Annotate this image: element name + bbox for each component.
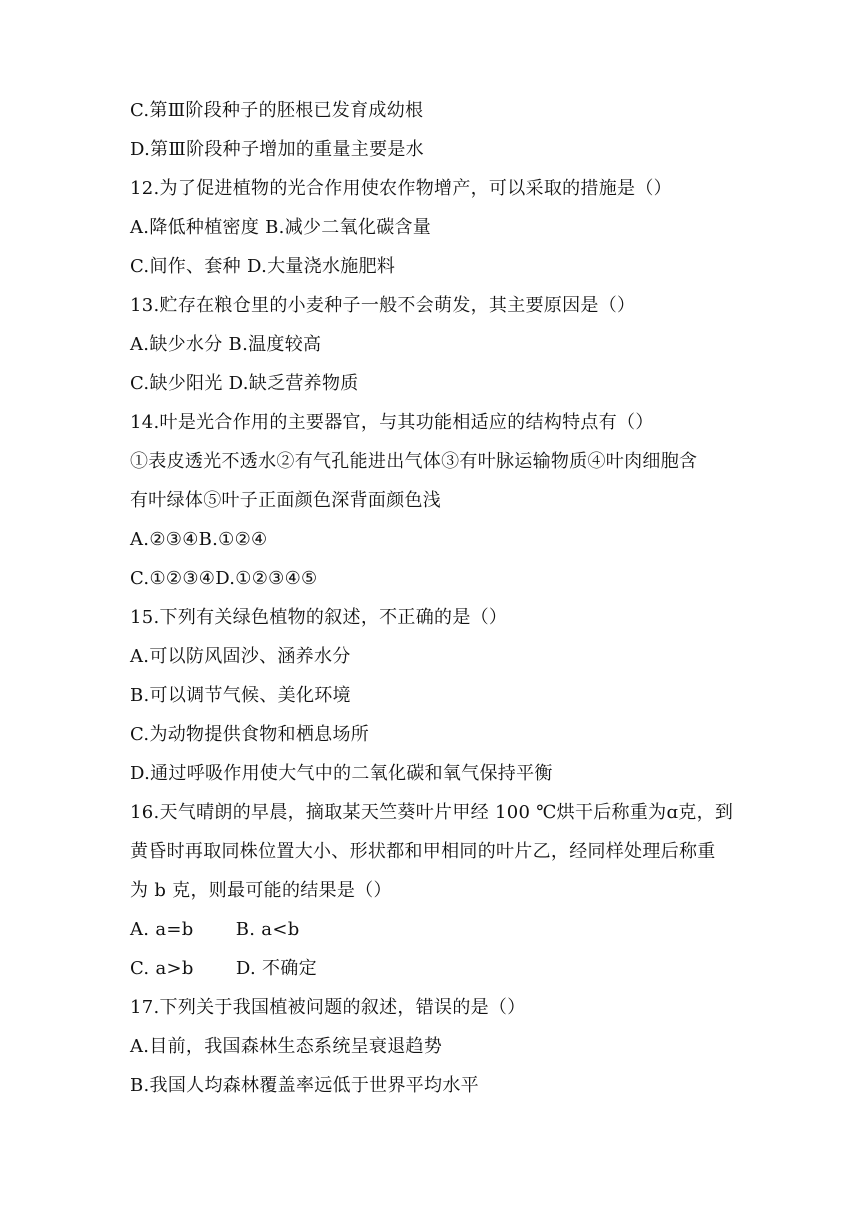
option-line: C.第Ⅲ阶段种子的胚根已发育成幼根 [130, 100, 424, 121]
document-body [130, 91, 780, 1105]
option-line: C.间作、套种 D.大量浇水施肥料 [130, 256, 396, 277]
option-line: A.缺少水分 B.温度较高 [130, 334, 322, 355]
option-line: D.第Ⅲ阶段种子增加的重量主要是水 [130, 139, 424, 160]
option-line: C. a>b D. 不确定 [130, 958, 317, 979]
option-line: C.缺少阳光 D.缺乏营养物质 [130, 373, 359, 394]
option-line: C.为动物提供食物和栖息场所 [130, 724, 370, 745]
question-16-continued: 为 b 克，则最可能的结果是（） [130, 880, 392, 901]
option-line: B.可以调节气候、美化环境 [130, 685, 351, 706]
option-line: A.可以防风固沙、涵养水分 [130, 646, 351, 667]
question-13: 13.贮存在粮仓里的小麦种子一般不会萌发，其主要原因是（） [130, 295, 636, 316]
statement-line: 有叶绿体⑤叶子正面颜色深背面颜色浅 [130, 490, 442, 511]
question-15: 15.下列有关绿色植物的叙述，不正确的是（） [130, 607, 508, 628]
option-line: A.目前，我国森林生态系统呈衰退趋势 [130, 1036, 443, 1057]
statement-line: ①表皮透光不透水②有气孔能进出气体③有叶脉运输物质④叶肉细胞含 [130, 451, 698, 472]
option-line: D.通过呼吸作用使大气中的二氧化碳和氧气保持平衡 [130, 763, 553, 784]
question-12: 12.为了促进植物的光合作用使农作物增产，可以采取的措施是（） [130, 178, 672, 199]
question-16: 16.天气晴朗的早晨，摘取某天竺葵叶片甲经 100 ℃烘干后称重为ɑ克，到 [130, 802, 734, 823]
option-line: A.②③④B.①②④ [130, 529, 268, 550]
option-line: A. a=b B. a<b [130, 919, 300, 940]
option-line: C.①②③④D.①②③④⑤ [130, 568, 318, 589]
question-14: 14.叶是光合作用的主要器官，与其功能相适应的结构特点有（） [130, 412, 654, 433]
option-line: A.降低种植密度 B.减少二氧化碳含量 [130, 217, 432, 238]
option-line: B.我国人均森林覆盖率远低于世界平均水平 [130, 1075, 479, 1096]
question-17: 17.下列关于我国植被问题的叙述，错误的是（） [130, 997, 526, 1018]
question-16-continued: 黄昏时再取同株位置大小、形状都和甲相同的叶片乙，经同样处理后称重 [130, 841, 716, 862]
